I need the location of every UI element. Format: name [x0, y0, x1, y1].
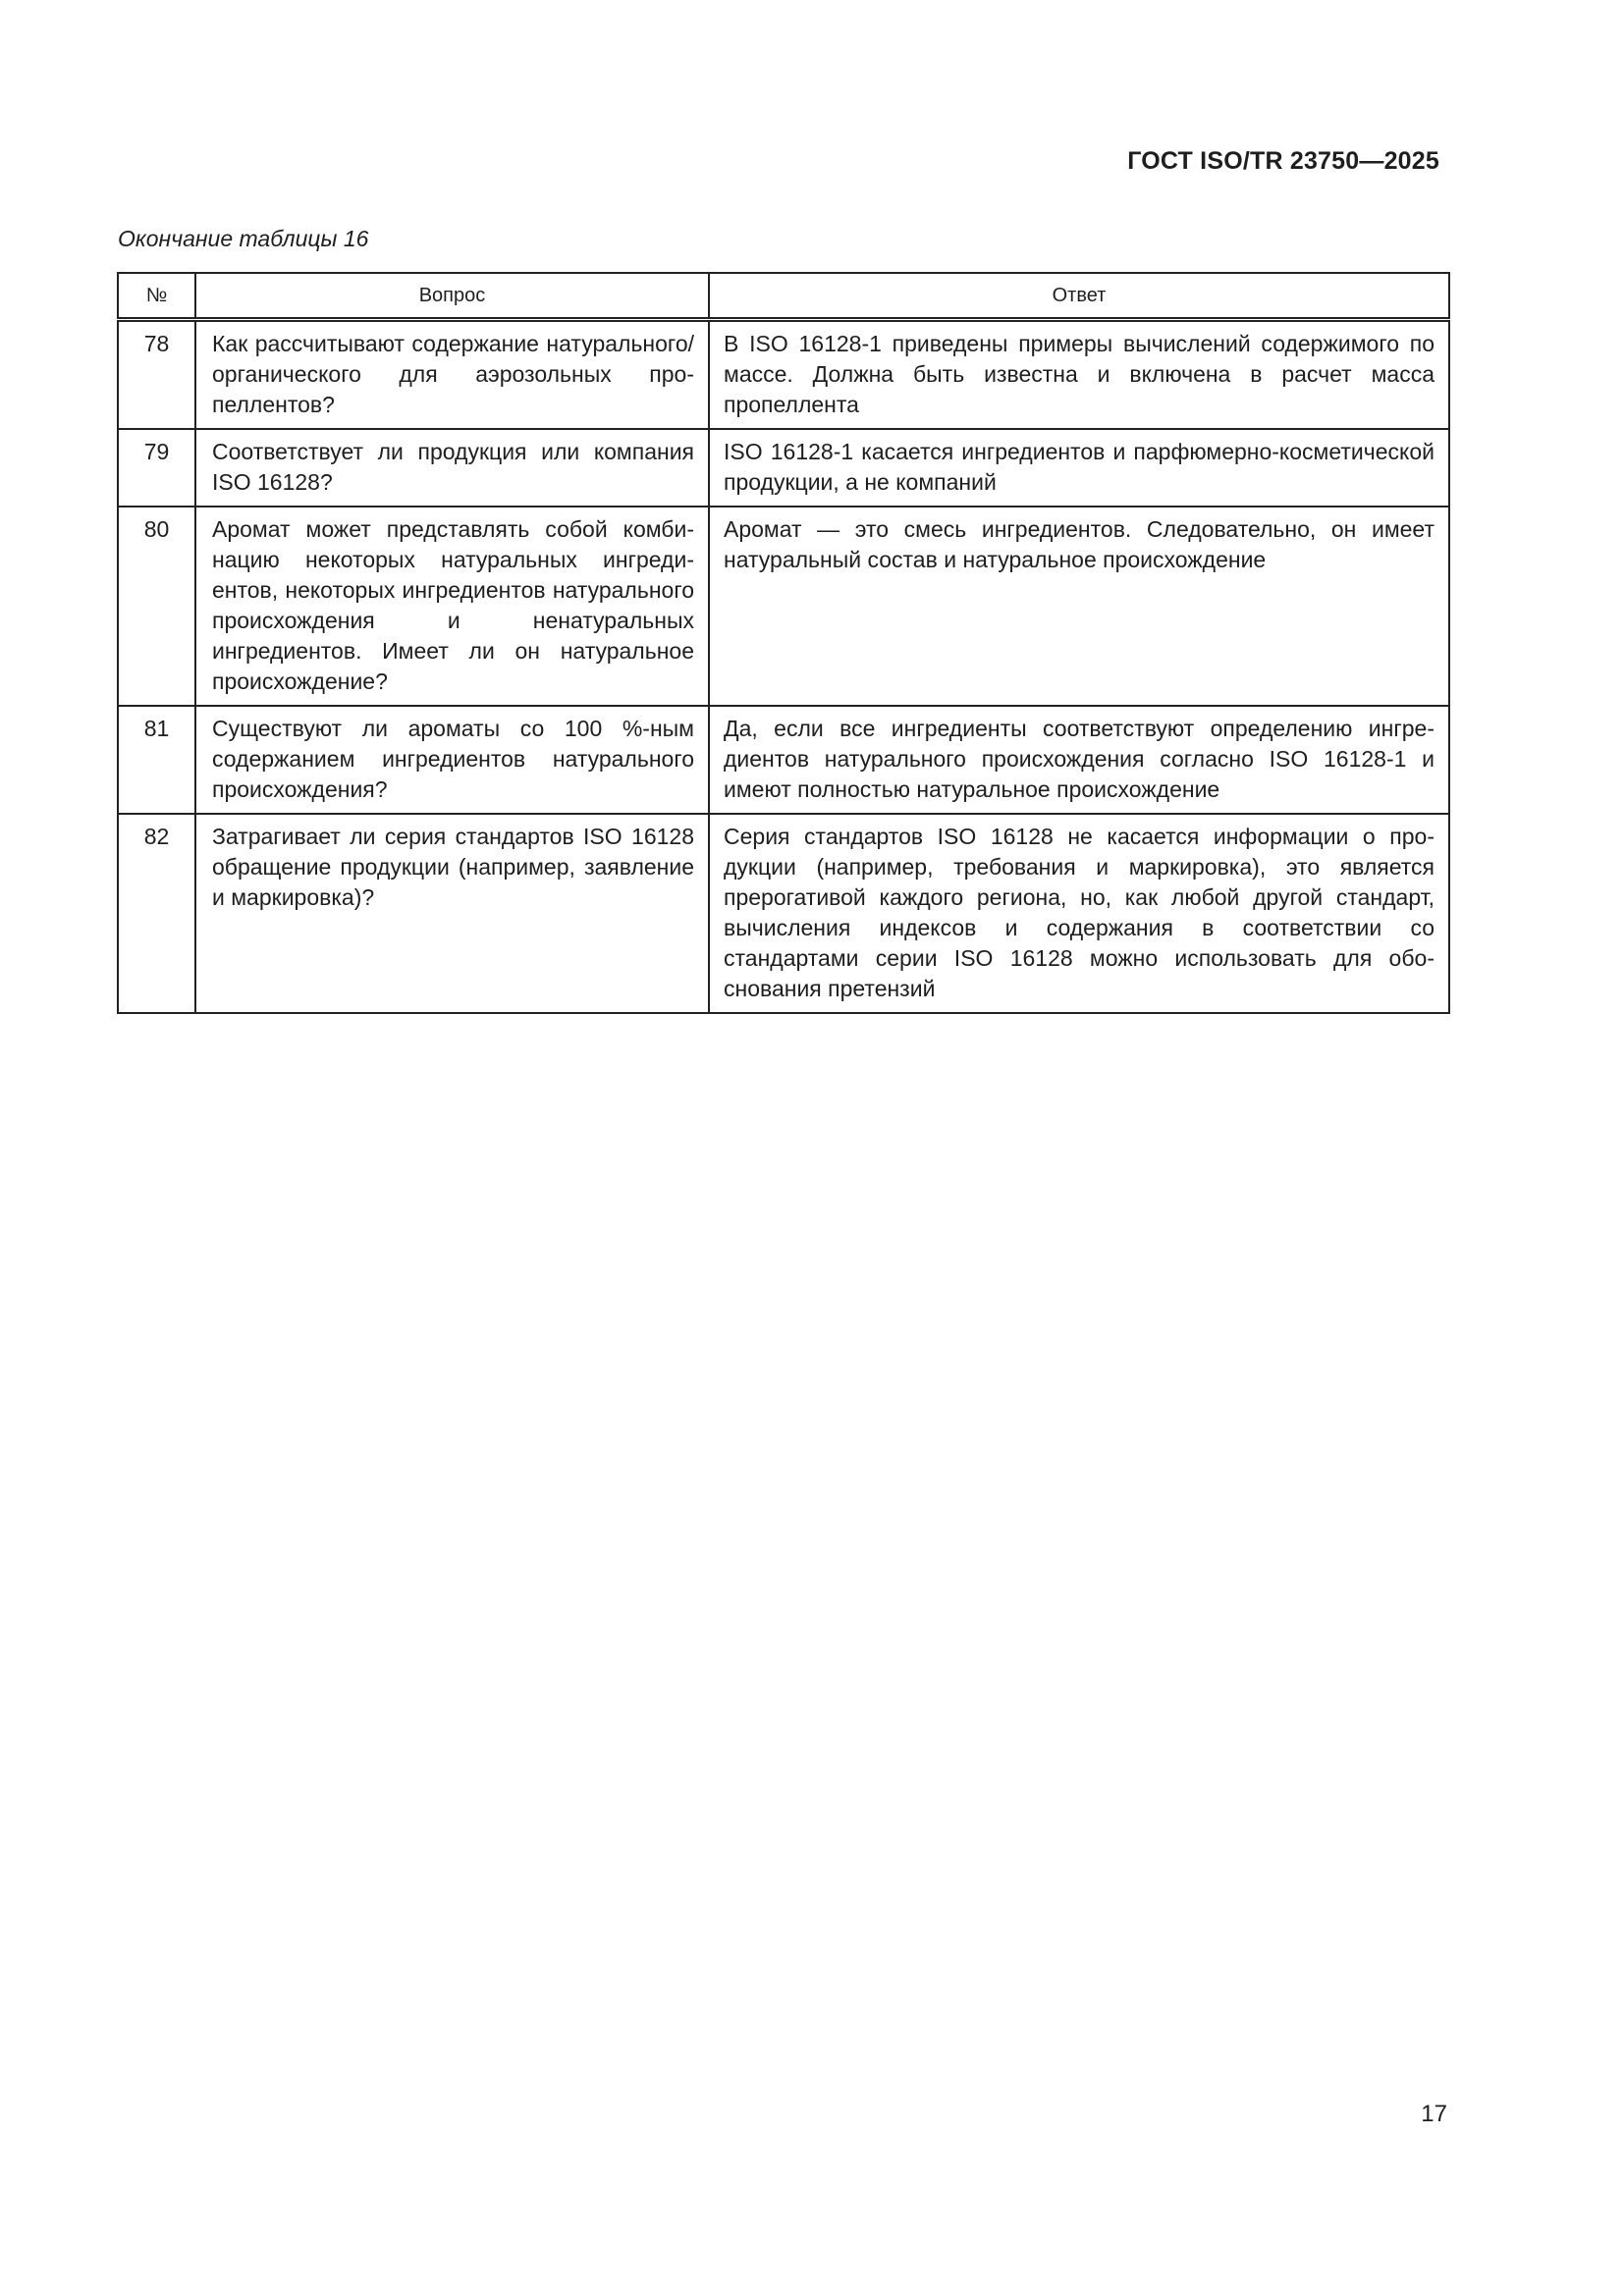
- table-row: [118, 429, 1449, 507]
- row-question: Аромат может представлять собой комбинацию некоторых натуральных ингредиентов, некоторых ингредиентов натурального происхождения и ненатуральных ингредиентов. Имеет ли он натуральное происхождение?: [195, 507, 709, 706]
- row-number: 79: [118, 429, 195, 507]
- column-header-question: Вопрос: [195, 273, 709, 320]
- row-answer: Серия стандартов ISO 16128 не касается информации о продукции (например, требования и маркировка), это является прерогативой каждого региона, но, как любой другой стандарт, вычисления индексов и содержания в соответствии со стандартами серии ISO 16128 можно использовать для обоснования претензий: [709, 814, 1449, 1013]
- row-question: Затрагивает ли серия стандартов ISO 16128 обращение продукции (например, заявление и маркировка)?: [195, 814, 709, 1013]
- table-caption: Окончание таблицы 16: [118, 226, 369, 251]
- document-header: ГОСТ ISO/TR 23750—2025: [1127, 147, 1439, 175]
- page-number: 17: [1421, 2101, 1447, 2127]
- row-answer: Аромат — это смесь ингредиентов. Следовательно, он имеет натуральный состав и натуральное происхождение: [709, 507, 1449, 706]
- row-answer: В ISO 16128-1 приведены примеры вычислений содержимого по массе. Должна быть известна и включена в расчет масса пропеллента: [709, 320, 1449, 430]
- table-row: [118, 814, 1449, 1013]
- table-header-row: [118, 273, 1449, 320]
- table-body: [118, 320, 1449, 1014]
- table-row: [118, 507, 1449, 706]
- row-number: 78: [118, 320, 195, 430]
- qa-table: [117, 272, 1450, 1014]
- table-row: [118, 320, 1449, 430]
- row-question: Соответствует ли продукция или компания ISO 16128?: [195, 429, 709, 507]
- column-header-answer: Ответ: [709, 273, 1449, 320]
- table-row: [118, 706, 1449, 814]
- row-answer: Да, если все ингредиенты соответствуют определению ингредиентов натурального происхождения согласно ISO 16128-1 и имеют полностью натуральное происхождение: [709, 706, 1449, 814]
- row-number: 82: [118, 814, 195, 1013]
- row-question: Существуют ли ароматы со 100 %-ным содержанием ингредиентов натурального происхождения?: [195, 706, 709, 814]
- row-question: Как рассчитывают содержание натурального/органического для аэрозольных пропеллентов?: [195, 320, 709, 430]
- row-answer: ISO 16128-1 касается ингредиентов и парфюмерно-косметической продукции, а не компаний: [709, 429, 1449, 507]
- row-number: 81: [118, 706, 195, 814]
- row-number: 80: [118, 507, 195, 706]
- column-header-number: №: [118, 273, 195, 320]
- table-header: [118, 273, 1449, 320]
